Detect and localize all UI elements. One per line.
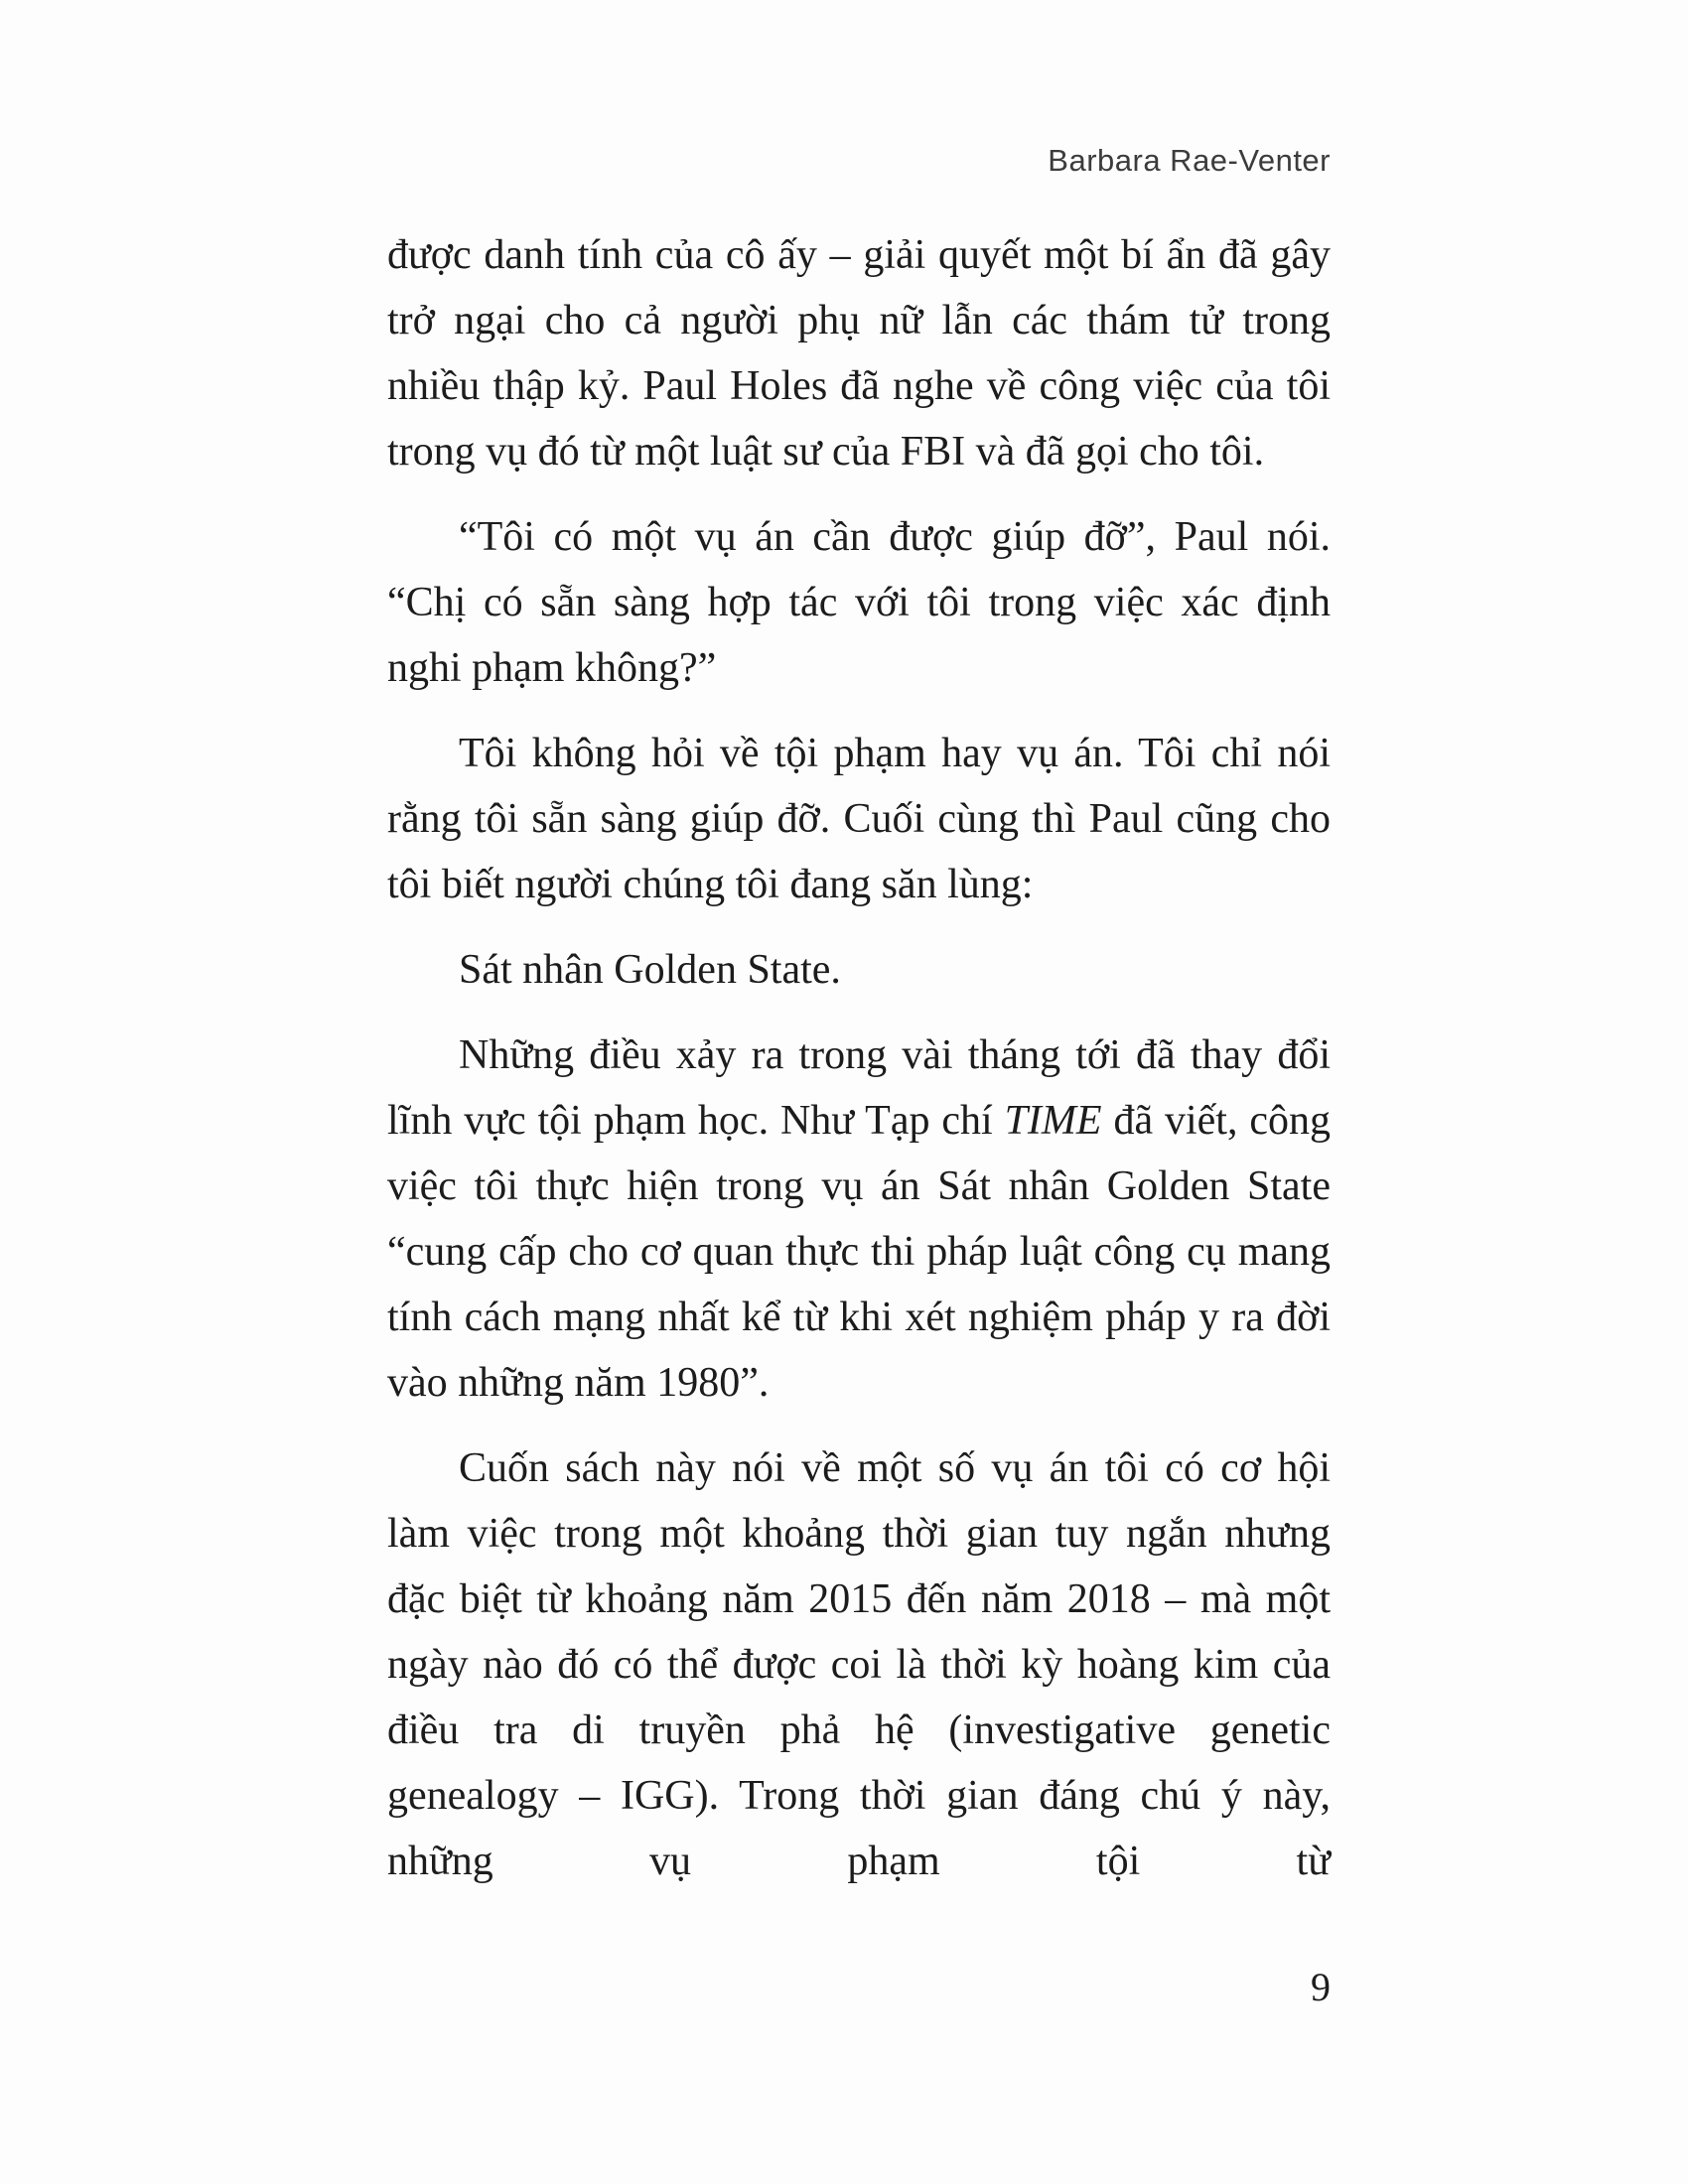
page-number: 9 — [1311, 1965, 1331, 2009]
body-text — [387, 222, 1331, 1914]
paragraph — [387, 504, 1331, 701]
text-run: được danh tính của cô ấy – giải quyết một bí ẩn đã gây trở ngại cho cả người phụ nữ lẫn các thám tử trong nhiều thập kỷ. Paul Holes đã nghe về công việc của tôi trong vụ đó từ một luật sư của FBI và đã gọi cho tôi. — [387, 232, 1331, 475]
paragraph — [387, 1435, 1331, 1894]
running-header: Barbara Rae-Venter — [1048, 143, 1331, 178]
text-run: Những điều xảy ra trong vài tháng tới đã thay đổi lĩnh vực tội phạm học. Như Tạp chí — [387, 1032, 1331, 1144]
paragraph — [387, 721, 1331, 917]
italic-run: TIME — [1004, 1098, 1102, 1144]
text-run: “Tôi có một vụ án cần được giúp đỡ”, Paul nói. “Chị có sẵn sàng hợp tác với tôi trong việc xác định nghi phạm không?” — [387, 514, 1331, 691]
text-run: Sát nhân Golden State. — [459, 947, 841, 993]
text-run: Cuốn sách này nói về một số vụ án tôi có cơ hội làm việc trong một khoảng thời gian tuy ngắn nhưng đặc biệt từ khoảng năm 2015 đến năm 2018 – mà một ngày nào đó có thể được coi là thời kỳ hoàng kim của điều tra di truyền phả hệ (investigative genetic genealogy – IGG). Trong thời gian đáng chú ý này, những vụ phạm tội từ — [387, 1445, 1331, 1884]
paragraph — [387, 1023, 1331, 1416]
text-run: Tôi không hỏi về tội phạm hay vụ án. Tôi chỉ nói rằng tôi sẵn sàng giúp đỡ. Cuối cùng thì Paul cũng cho tôi biết người chúng tôi đang săn lùng: — [387, 731, 1331, 907]
paragraph — [387, 222, 1331, 484]
text-run: đã viết, công việc tôi thực hiện trong vụ án Sát nhân Golden State “cung cấp cho cơ quan thực thi pháp luật công cụ mang tính cách mạng nhất kể từ khi xét nghiệm pháp y ra đời vào những năm 1980”. — [387, 1098, 1331, 1406]
paragraph — [387, 937, 1331, 1003]
